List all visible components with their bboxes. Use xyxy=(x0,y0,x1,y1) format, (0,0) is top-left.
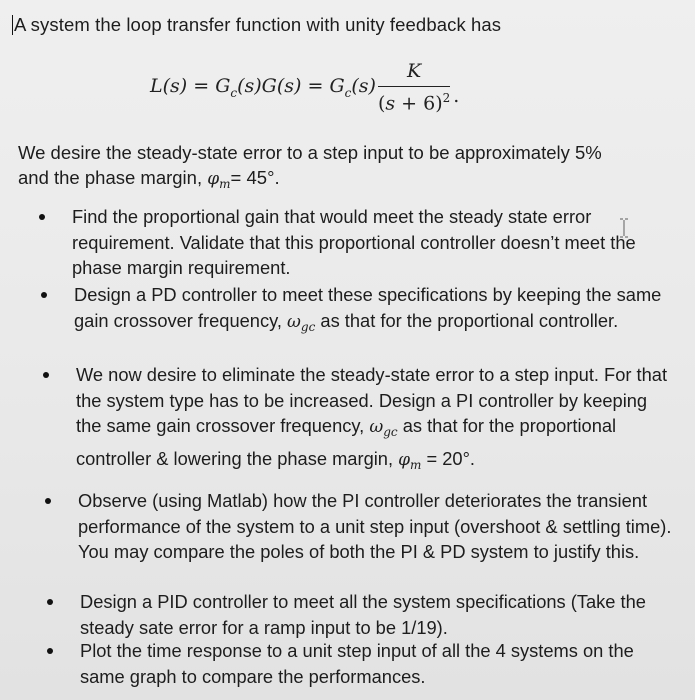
equation-period: . xyxy=(453,85,460,107)
bullet-icon xyxy=(47,599,53,605)
bullet-icon xyxy=(39,214,45,220)
task-item-5: Design a PID controller to meet all the system specifications (Take the steady sate error for a ramp input to be 1/19). xyxy=(80,589,675,640)
task-item-2: Design a PD controller to meet these specifications by keeping the same gain crossover frequency, $\omega_{gc}$ as that for the proportional controller. xyxy=(74,282,674,340)
bullet-icon xyxy=(43,372,49,378)
task-item-6: Plot the time response to a unit step input of all the 4 systems on the same graph to compare the performances. xyxy=(80,638,660,689)
task-item-3: We now desire to eliminate the steady-state error to a step input. For that the system type has to be increased. Design a PI controller by keeping the same gain crossover frequency, $\omega_{gc}$ as that for the proportional controller & lowering the phase margin, $\varphi_m = 20^\circ$. xyxy=(76,362,676,478)
text-caret xyxy=(12,15,13,35)
fraction-denominator: $(s + 6)^2$ xyxy=(377,90,451,115)
bullet-icon xyxy=(41,292,47,298)
bullet-icon xyxy=(47,648,53,654)
transfer-function-equation xyxy=(150,52,459,122)
task-item-1: Find the proportional gain that would meet the steady state error requirement. Validate that this proportional controller doesn’t meet the phase margin requirement. xyxy=(72,204,642,281)
intro-text: A system the loop transfer function with unity feedback has xyxy=(14,14,502,35)
bullet-icon xyxy=(45,498,51,504)
equation-lhs: $L(s) = G_c(s)G(s) = G_c(s)$ xyxy=(150,74,376,100)
equation-fraction xyxy=(378,60,450,115)
spec-line-2: and the phase margin, $\varphi_m= 45^\circ$. xyxy=(18,167,280,191)
task-item-4: Observe (using Matlab) how the PI controller deteriorates the transient performance of the system to a unit step input (overshoot & settling time). You may compare the poles of both the PI & PD system to justify this. xyxy=(78,488,678,565)
spec-line-1: We desire the steady-state error to a step input to be approximately 5% xyxy=(18,142,602,163)
text-cursor-icon xyxy=(618,218,630,238)
intro-line xyxy=(12,14,501,36)
fraction-numerator: K xyxy=(407,59,422,82)
specification-paragraph xyxy=(18,140,678,197)
